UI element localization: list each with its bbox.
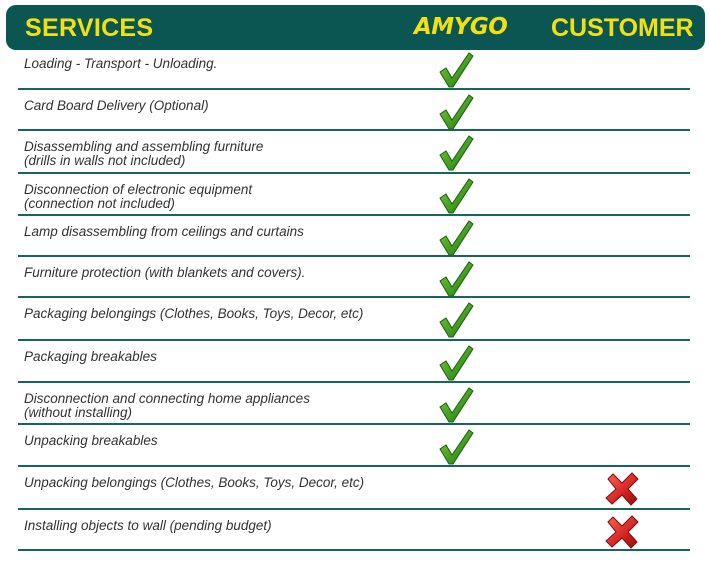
cross-icon xyxy=(602,512,642,552)
service-description xyxy=(24,183,252,211)
service-line-1: Unpacking breakables xyxy=(24,433,158,448)
table-row xyxy=(18,510,690,551)
service-description xyxy=(24,99,209,113)
service-description xyxy=(24,519,272,533)
check-icon xyxy=(436,92,476,132)
service-line-1: Disconnection and connecting home appliances xyxy=(24,391,310,406)
service-line-1: Card Board Delivery (Optional) xyxy=(24,98,209,113)
service-line-1: Unpacking belongings (Clothes, Books, Toys, Decor, etc) xyxy=(24,475,365,490)
table-row xyxy=(18,383,690,425)
service-line-1: Furniture protection (with blankets and covers). xyxy=(24,265,306,280)
service-description xyxy=(24,350,157,364)
table-row xyxy=(18,90,690,131)
service-line-2: (without installing) xyxy=(24,405,133,420)
table-row xyxy=(18,298,690,341)
table-row xyxy=(18,216,690,257)
service-description xyxy=(24,307,363,321)
check-icon xyxy=(436,176,476,216)
service-description xyxy=(24,140,263,168)
check-icon xyxy=(436,50,476,90)
service-line-2: (drills in walls not included) xyxy=(24,153,186,168)
check-icon xyxy=(436,133,476,173)
service-description xyxy=(24,476,364,490)
services-table xyxy=(18,48,690,551)
services-column-header: SERVICES xyxy=(25,14,154,42)
table-row xyxy=(18,467,690,510)
amygo-column-header: AMYGO xyxy=(414,14,508,40)
check-icon xyxy=(436,259,476,299)
customer-column-header: CUSTOMER xyxy=(551,14,694,42)
service-line-1: Disconnection of electronic equipment xyxy=(24,182,253,197)
service-description xyxy=(24,57,217,71)
table-header xyxy=(6,5,705,50)
check-icon xyxy=(436,343,476,383)
table-row xyxy=(18,341,690,383)
service-description xyxy=(24,225,304,239)
service-line-2: (connection not included) xyxy=(24,196,175,211)
cross-icon xyxy=(602,469,642,509)
service-line-1: Installing objects to wall (pending budget) xyxy=(24,518,272,533)
check-icon xyxy=(436,218,476,258)
table-row xyxy=(18,131,690,174)
service-line-1: Packaging belongings (Clothes, Books, Toys, Decor, etc) xyxy=(24,306,364,321)
table-row xyxy=(18,48,690,90)
service-description xyxy=(24,434,158,448)
check-icon xyxy=(436,300,476,340)
service-line-1: Lamp disassembling from ceilings and curtains xyxy=(24,224,304,239)
service-description xyxy=(24,392,310,420)
service-line-1: Loading - Transport - Unloading. xyxy=(24,56,218,71)
table-row xyxy=(18,174,690,216)
service-line-1: Disassembling and assembling furniture xyxy=(24,139,264,154)
service-line-1: Packaging breakables xyxy=(24,349,157,364)
table-row xyxy=(18,257,690,298)
service-description xyxy=(24,266,305,280)
table-row xyxy=(18,425,690,467)
check-icon xyxy=(436,385,476,425)
check-icon xyxy=(436,427,476,467)
